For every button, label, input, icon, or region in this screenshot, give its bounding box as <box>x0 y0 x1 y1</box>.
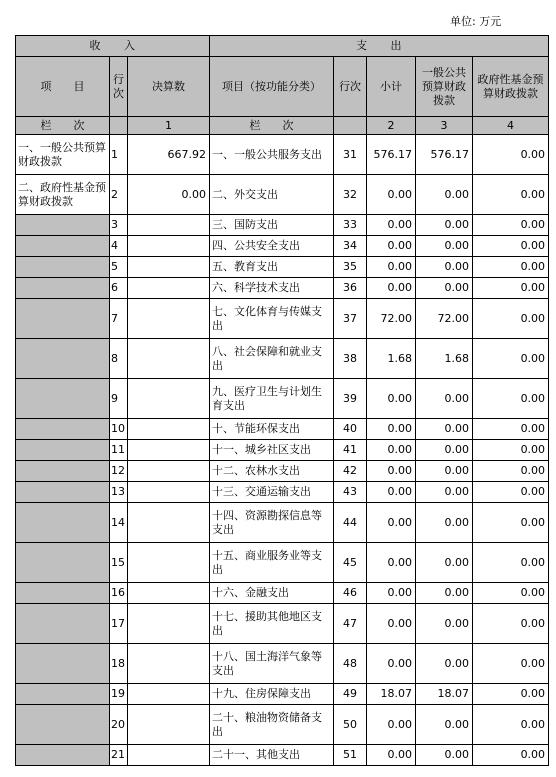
expense-item-cell: 八、社会保障和就业支出 <box>210 339 334 379</box>
expense-row-no-cell: 47 <box>334 604 367 644</box>
gov-fund-cell: 0.00 <box>473 482 549 503</box>
expense-row-no-cell: 42 <box>334 461 367 482</box>
expense-item-cell: 二十、粮油物资储备支出 <box>210 705 334 745</box>
subtotal-cell: 0.00 <box>367 257 416 278</box>
general-budget-cell: 0.00 <box>416 503 473 543</box>
expense-row-no-cell: 50 <box>334 705 367 745</box>
expense-item-cell: 十八、国土海洋气象等支出 <box>210 644 334 684</box>
final-amount-cell <box>128 503 210 543</box>
subtotal-cell: 0.00 <box>367 419 416 440</box>
gov-fund-cell: 0.00 <box>473 644 549 684</box>
expense-row-no-cell: 33 <box>334 215 367 236</box>
income-item-cell <box>16 440 110 461</box>
general-budget-cell: 0.00 <box>416 278 473 299</box>
gov-fund-cell: 0.00 <box>473 461 549 482</box>
expense-item-cell: 十九、住房保障支出 <box>210 684 334 705</box>
table-row <box>16 583 549 604</box>
income-item-cell <box>16 299 110 339</box>
income-item-cell: 一、一般公共预算财政拨款 <box>16 135 110 175</box>
subtotal-cell: 0.00 <box>367 644 416 684</box>
general-budget-cell: 0.00 <box>416 440 473 461</box>
expense-row-no-cell: 40 <box>334 419 367 440</box>
income-col-blank <box>110 117 128 135</box>
income-row-no-cell: 11 <box>110 440 128 461</box>
expense-col-blank <box>334 117 367 135</box>
general-budget-cell: 576.17 <box>416 135 473 175</box>
subtotal-cell: 0.00 <box>367 461 416 482</box>
income-item-cell <box>16 644 110 684</box>
table-row <box>16 644 549 684</box>
gov-fund-cell: 0.00 <box>473 278 549 299</box>
general-budget-cell: 0.00 <box>416 215 473 236</box>
income-item-cell <box>16 482 110 503</box>
final-amount-cell <box>128 684 210 705</box>
general-budget-cell: 1.68 <box>416 339 473 379</box>
expense-section-header: 支 出 <box>210 36 549 57</box>
expense-row-no-cell: 44 <box>334 503 367 543</box>
income-item-cell <box>16 236 110 257</box>
table-row <box>16 278 549 299</box>
gov-fund-cell: 0.00 <box>473 135 549 175</box>
section-header-row <box>16 36 549 57</box>
expense-row-no-cell: 35 <box>334 257 367 278</box>
expense-item-cell: 九、医疗卫生与计划生育支出 <box>210 379 334 419</box>
final-amount-cell: 667.92 <box>128 135 210 175</box>
expense-item-cell: 十六、金融支出 <box>210 583 334 604</box>
income-row-no-cell: 2 <box>110 175 128 215</box>
subtotal-cell: 0.00 <box>367 175 416 215</box>
income-row-no-cell: 13 <box>110 482 128 503</box>
final-amount-cell <box>128 745 210 766</box>
subtotal-cell: 72.00 <box>367 299 416 339</box>
gov-fund-cell: 0.00 <box>473 503 549 543</box>
final-amount-cell <box>128 236 210 257</box>
gov-fund-cell: 0.00 <box>473 745 549 766</box>
expense-row-no-cell: 46 <box>334 583 367 604</box>
income-item-cell <box>16 604 110 644</box>
income-row-no-cell: 20 <box>110 705 128 745</box>
income-row-no-cell: 17 <box>110 604 128 644</box>
income-item-cell <box>16 461 110 482</box>
final-amount-cell <box>128 339 210 379</box>
subtotal-cell: 1.68 <box>367 339 416 379</box>
income-row-no-header: 行次 <box>110 57 128 117</box>
general-budget-cell: 0.00 <box>416 745 473 766</box>
general-budget-cell: 0.00 <box>416 583 473 604</box>
general-budget-cell: 0.00 <box>416 236 473 257</box>
expense-row-no-cell: 31 <box>334 135 367 175</box>
final-amount-cell <box>128 299 210 339</box>
expense-row-no-cell: 49 <box>334 684 367 705</box>
income-item-cell <box>16 745 110 766</box>
final-amount-cell <box>128 583 210 604</box>
expense-item-cell: 十三、交通运输支出 <box>210 482 334 503</box>
expense-item-cell: 四、公共安全支出 <box>210 236 334 257</box>
expense-item-cell: 十一、城乡社区支出 <box>210 440 334 461</box>
table-row <box>16 299 549 339</box>
expense-row-no-cell: 41 <box>334 440 367 461</box>
final-amount-cell <box>128 482 210 503</box>
expense-row-no-cell: 37 <box>334 299 367 339</box>
gov-fund-cell: 0.00 <box>473 543 549 583</box>
general-budget-cell: 0.00 <box>416 482 473 503</box>
gov-fund-cell: 0.00 <box>473 257 549 278</box>
subtotal-cell: 0.00 <box>367 705 416 745</box>
table-row <box>16 543 549 583</box>
final-amount-cell <box>128 419 210 440</box>
subtotal-cell: 0.00 <box>367 543 416 583</box>
subtotal-cell: 0.00 <box>367 440 416 461</box>
expense-row-no-cell: 32 <box>334 175 367 215</box>
income-row-no-cell: 19 <box>110 684 128 705</box>
expense-item-cell: 十二、农林水支出 <box>210 461 334 482</box>
expense-row-no-cell: 43 <box>334 482 367 503</box>
subtotal-cell: 0.00 <box>367 503 416 543</box>
income-item-cell: 二、政府性基金预算财政拨款 <box>16 175 110 215</box>
income-row-no-cell: 18 <box>110 644 128 684</box>
expense-row-no-cell: 36 <box>334 278 367 299</box>
gov-fund-header: 政府性基金预算财政拨款 <box>473 57 549 117</box>
income-item-cell <box>16 543 110 583</box>
income-row-no-cell: 5 <box>110 257 128 278</box>
final-amount-cell <box>128 644 210 684</box>
general-budget-header: 一般公共预算财政拨款 <box>416 57 473 117</box>
expense-item-cell: 七、文化体育与传媒支出 <box>210 299 334 339</box>
final-amount-cell <box>128 379 210 419</box>
income-section-header: 收 入 <box>16 36 210 57</box>
expense-item-cell: 一、一般公共服务支出 <box>210 135 334 175</box>
income-item-cell <box>16 215 110 236</box>
income-item-cell <box>16 583 110 604</box>
unit-label: 单位: 万元 <box>450 15 502 28</box>
gov-fund-cell: 0.00 <box>473 440 549 461</box>
budget-table <box>15 35 549 766</box>
expense-item-cell: 六、科学技术支出 <box>210 278 334 299</box>
final-amount-cell <box>128 278 210 299</box>
income-item-cell <box>16 278 110 299</box>
general-budget-cell: 0.00 <box>416 461 473 482</box>
expense-row-no-cell: 45 <box>334 543 367 583</box>
expense-row-no-cell: 34 <box>334 236 367 257</box>
income-row-no-cell: 6 <box>110 278 128 299</box>
col-index-4: 4 <box>473 117 549 135</box>
income-item-cell <box>16 684 110 705</box>
table-row <box>16 684 549 705</box>
income-row-no-cell: 1 <box>110 135 128 175</box>
income-item-cell <box>16 339 110 379</box>
income-row-no-cell: 15 <box>110 543 128 583</box>
expense-row-no-cell: 39 <box>334 379 367 419</box>
income-item-cell <box>16 257 110 278</box>
expense-row-no-cell: 38 <box>334 339 367 379</box>
income-row-no-cell: 16 <box>110 583 128 604</box>
expense-item-cell: 十四、资源勘探信息等支出 <box>210 503 334 543</box>
income-row-no-cell: 8 <box>110 339 128 379</box>
expense-item-cell: 二十一、其他支出 <box>210 745 334 766</box>
final-amount-cell <box>128 461 210 482</box>
income-item-cell <box>16 419 110 440</box>
table-row <box>16 440 549 461</box>
final-amount-cell <box>128 604 210 644</box>
subtotal-cell: 0.00 <box>367 215 416 236</box>
table-row <box>16 135 549 175</box>
general-budget-cell: 0.00 <box>416 543 473 583</box>
expense-item-cell: 十五、商业服务业等支出 <box>210 543 334 583</box>
income-row-no-cell: 10 <box>110 419 128 440</box>
column-index-row <box>16 117 549 135</box>
subtotal-cell: 18.07 <box>367 684 416 705</box>
gov-fund-cell: 0.00 <box>473 175 549 215</box>
general-budget-cell: 0.00 <box>416 257 473 278</box>
table-row <box>16 482 549 503</box>
gov-fund-cell: 0.00 <box>473 705 549 745</box>
column-header-row <box>16 57 549 117</box>
income-item-cell <box>16 705 110 745</box>
general-budget-cell: 0.00 <box>416 175 473 215</box>
final-amount-cell <box>128 440 210 461</box>
expense-col-label: 栏 次 <box>210 117 334 135</box>
general-budget-cell: 0.00 <box>416 604 473 644</box>
table-row <box>16 604 549 644</box>
col-index-3: 3 <box>416 117 473 135</box>
final-amount-cell <box>128 705 210 745</box>
income-row-no-cell: 9 <box>110 379 128 419</box>
subtotal-cell: 0.00 <box>367 482 416 503</box>
subtotal-cell: 0.00 <box>367 278 416 299</box>
subtotal-cell: 0.00 <box>367 745 416 766</box>
general-budget-cell: 0.00 <box>416 379 473 419</box>
table-row <box>16 175 549 215</box>
expense-item-cell: 三、国防支出 <box>210 215 334 236</box>
gov-fund-cell: 0.00 <box>473 215 549 236</box>
gov-fund-cell: 0.00 <box>473 339 549 379</box>
income-col-label: 栏 次 <box>16 117 110 135</box>
subtotal-header: 小计 <box>367 57 416 117</box>
general-budget-cell: 0.00 <box>416 705 473 745</box>
general-budget-cell: 18.07 <box>416 684 473 705</box>
income-item-cell <box>16 503 110 543</box>
final-amount-cell <box>128 257 210 278</box>
gov-fund-cell: 0.00 <box>473 379 549 419</box>
subtotal-cell: 0.00 <box>367 604 416 644</box>
subtotal-cell: 0.00 <box>367 379 416 419</box>
income-item-cell <box>16 379 110 419</box>
final-amount-cell <box>128 215 210 236</box>
income-item-header: 项 目 <box>16 57 110 117</box>
table-row <box>16 705 549 745</box>
gov-fund-cell: 0.00 <box>473 604 549 644</box>
table-row <box>16 339 549 379</box>
income-row-no-cell: 12 <box>110 461 128 482</box>
table-row <box>16 379 549 419</box>
table-row <box>16 419 549 440</box>
expense-item-cell: 十七、援助其他地区支出 <box>210 604 334 644</box>
expense-item-cell: 二、外交支出 <box>210 175 334 215</box>
table-row <box>16 745 549 766</box>
table-row <box>16 503 549 543</box>
expense-row-no-header: 行次 <box>334 57 367 117</box>
income-row-no-cell: 4 <box>110 236 128 257</box>
general-budget-cell: 0.00 <box>416 419 473 440</box>
general-budget-cell: 0.00 <box>416 644 473 684</box>
expense-item-header: 项目（按功能分类） <box>210 57 334 117</box>
subtotal-cell: 576.17 <box>367 135 416 175</box>
final-amount-header: 决算数 <box>128 57 210 117</box>
table-row <box>16 215 549 236</box>
gov-fund-cell: 0.00 <box>473 583 549 604</box>
col-index-2: 2 <box>367 117 416 135</box>
table-row <box>16 236 549 257</box>
income-row-no-cell: 21 <box>110 745 128 766</box>
general-budget-cell: 72.00 <box>416 299 473 339</box>
income-row-no-cell: 3 <box>110 215 128 236</box>
expense-item-cell: 十、节能环保支出 <box>210 419 334 440</box>
gov-fund-cell: 0.00 <box>473 299 549 339</box>
income-row-no-cell: 14 <box>110 503 128 543</box>
gov-fund-cell: 0.00 <box>473 684 549 705</box>
table-row <box>16 257 549 278</box>
final-amount-cell <box>128 543 210 583</box>
subtotal-cell: 0.00 <box>367 583 416 604</box>
subtotal-cell: 0.00 <box>367 236 416 257</box>
final-amount-cell: 0.00 <box>128 175 210 215</box>
gov-fund-cell: 0.00 <box>473 236 549 257</box>
expense-row-no-cell: 51 <box>334 745 367 766</box>
gov-fund-cell: 0.00 <box>473 419 549 440</box>
expense-item-cell: 五、教育支出 <box>210 257 334 278</box>
col-index-1: 1 <box>128 117 210 135</box>
table-row <box>16 461 549 482</box>
income-row-no-cell: 7 <box>110 299 128 339</box>
expense-row-no-cell: 48 <box>334 644 367 684</box>
